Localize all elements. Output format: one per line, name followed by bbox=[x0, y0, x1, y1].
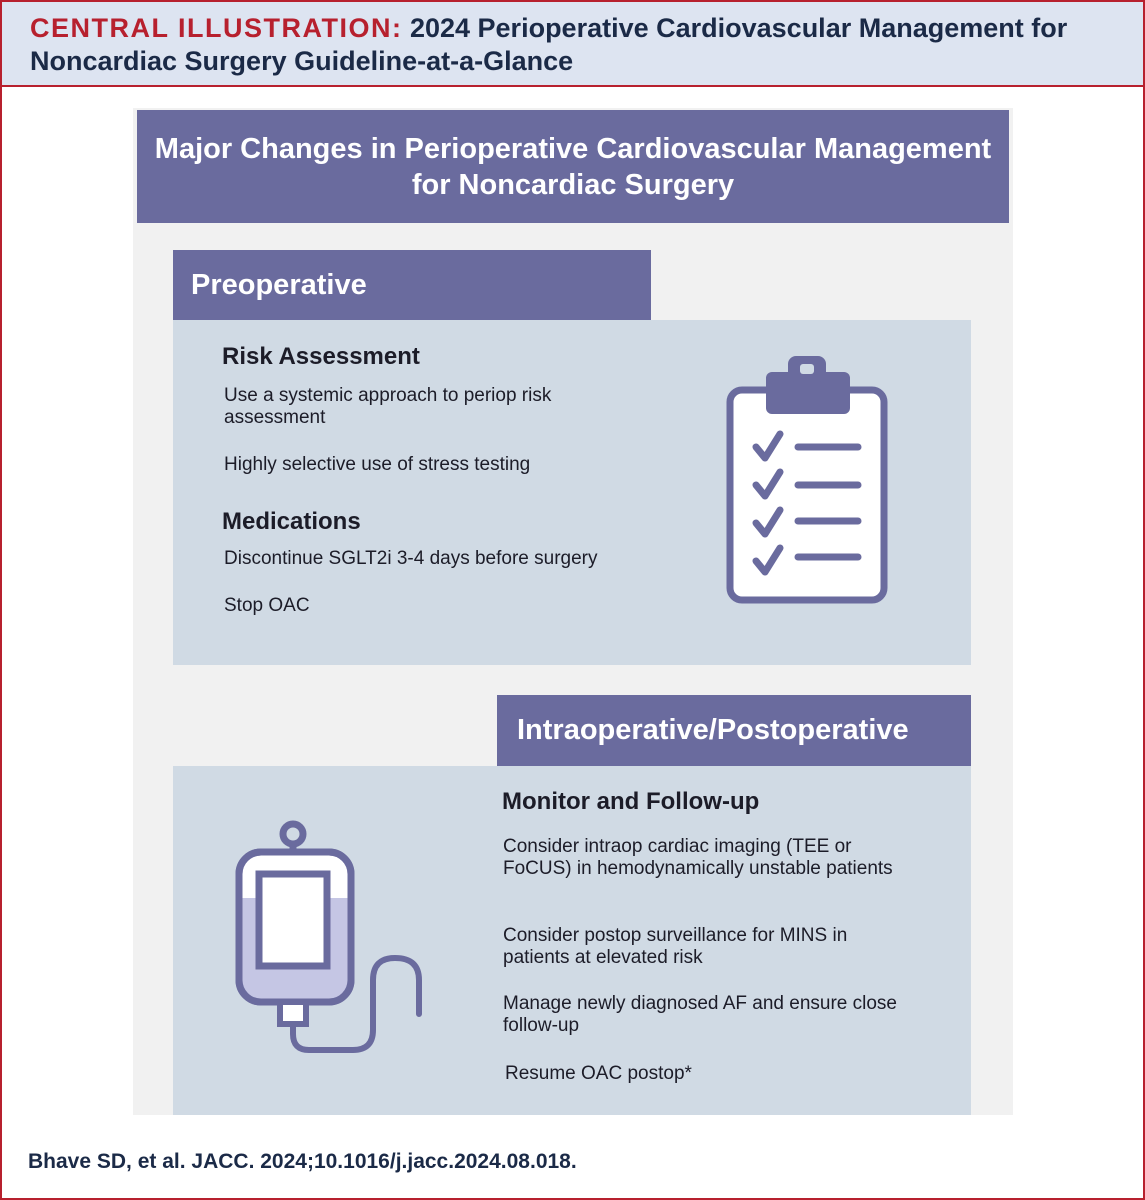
header-title-text: 2024 Perioperative Cardiovascular Management for Noncardiac Surgery Guideline-at-a-Glance bbox=[30, 13, 1068, 76]
header-label: CENTRAL ILLUSTRATION: bbox=[30, 13, 403, 43]
main-title-bar bbox=[137, 110, 1009, 223]
medication-item-sglt2i: Discontinue SGLT2i 3-4 days before surgery bbox=[224, 548, 598, 569]
medication-item-stop-oac: Stop OAC bbox=[224, 595, 310, 616]
intraoperative-tab-label: Intraoperative/Postoperative bbox=[517, 714, 909, 746]
intraoperative-tab bbox=[497, 695, 971, 766]
intraop-item-mins: Consider postop surveillance for MINS in patients at elevated risk bbox=[503, 925, 848, 968]
medications-heading: Medications bbox=[222, 508, 361, 535]
preoperative-tab-label: Preoperative bbox=[191, 268, 367, 301]
clipboard-checklist-icon bbox=[720, 352, 895, 610]
citation: Bhave SD, et al. JACC. 2024;10.1016/j.jacc.2024.08.018. bbox=[28, 1150, 577, 1173]
header-title bbox=[30, 12, 1130, 78]
intraop-item-imaging: Consider intraop cardiac imaging (TEE or FoCUS) in hemodynamically unstable patients bbox=[503, 836, 893, 879]
intraop-item-af: Manage newly diagnosed AF and ensure close follow-up bbox=[503, 993, 897, 1036]
intraop-item-resume-oac: Resume OAC postop* bbox=[505, 1063, 692, 1084]
header-banner bbox=[2, 2, 1143, 87]
main-title: Major Changes in Perioperative Cardiovascular Management for Noncardiac Surgery bbox=[154, 132, 992, 201]
risk-item-stress-testing: Highly selective use of stress testing bbox=[224, 454, 531, 475]
preoperative-tab bbox=[173, 250, 651, 320]
risk-assessment-heading: Risk Assessment bbox=[222, 343, 420, 370]
iv-bag-icon bbox=[225, 818, 440, 1058]
risk-item-systemic-approach: Use a systemic approach to periop risk assessment bbox=[224, 385, 552, 428]
monitor-followup-heading: Monitor and Follow-up bbox=[502, 788, 760, 815]
